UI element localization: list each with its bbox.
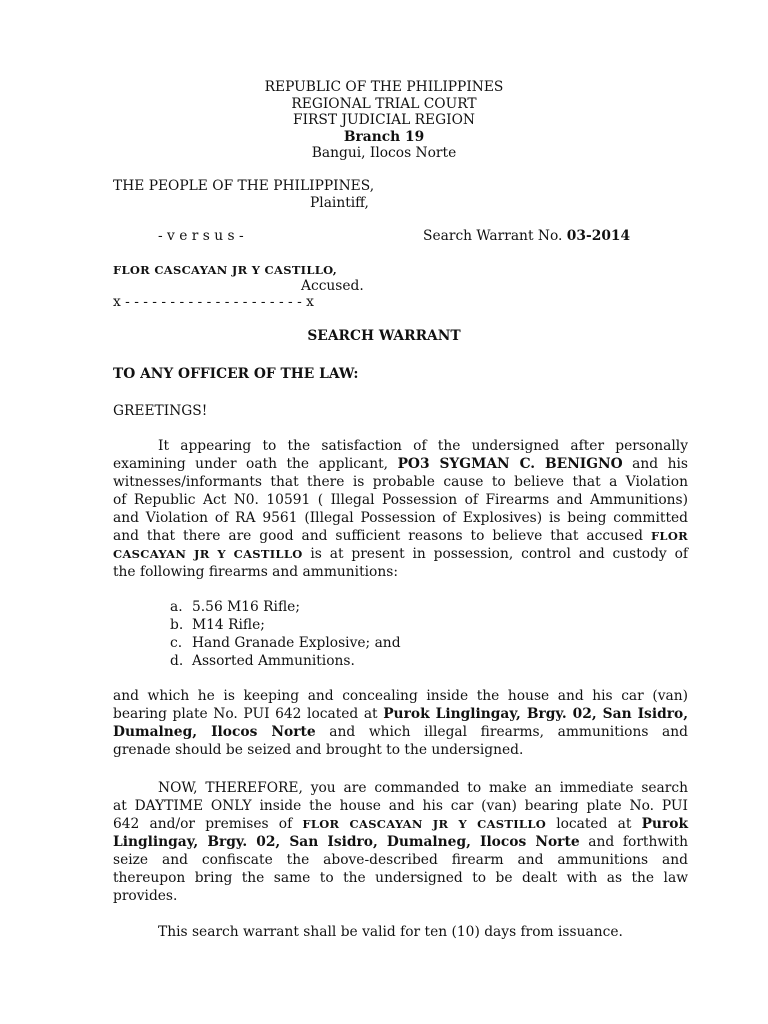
list-item: c. Hand Granade Explosive; and — [170, 635, 401, 651]
para3-line: at DAYTIME ONLY inside the house and his car (van) bearing plate No. PUI — [113, 798, 688, 814]
accused-ref: CASCAYAN JR Y CASTILLO — [113, 547, 303, 561]
paragraph-probable-cause — [113, 437, 688, 581]
list-item: a. 5.56 M16 Rifle; — [170, 599, 300, 615]
para1-line: examining under oath the applicant, PO3 SYGMAN C. BENIGNO and his — [113, 456, 688, 472]
address: Linglingay, Brgy. 02, San Isidro, Dumalneg, Ilocos Norte — [113, 834, 580, 850]
para3-line: NOW, THEREFORE, you are commanded to make an immediate search — [158, 780, 688, 796]
paragraph-location — [113, 687, 688, 759]
court-region: FIRST JUDICIAL REGION — [293, 112, 475, 128]
para3-line: provides. — [113, 888, 178, 904]
address: Purok — [641, 816, 688, 832]
court-branch: Branch 19 — [343, 129, 425, 145]
para1-line: It appearing to the satisfaction of the undersigned after personally — [158, 438, 688, 454]
para2-line: Dumalneg, Ilocos Norte and which illegal firearms, ammunitions and — [113, 724, 688, 740]
para1-line: of Republic Act N0. 10591 ( Illegal Possession of Firearms and Ammunitions) — [113, 492, 688, 508]
versus-label: - v e r s u s - — [158, 228, 244, 244]
para1-line: witnesses/informants that there is probable cause to believe that a Violation — [113, 474, 688, 490]
para1-line: and that there are good and sufficient reasons to believe that accused FLOR — [113, 528, 688, 544]
list-item: d. Assorted Ammunitions. — [170, 653, 355, 669]
paragraph-command — [113, 779, 688, 905]
para1-line: and Violation of RA 9561 (Illegal Possession of Explosives) is being committed — [113, 510, 688, 526]
address: Purok Linglingay, Brgy. 02, San Isidro, — [383, 706, 688, 722]
list-item: b. M14 Rifle; — [170, 617, 265, 633]
applicant-name: PO3 SYGMAN C. BENIGNO — [397, 456, 623, 472]
court-republic: REPUBLIC OF THE PHILIPPINES — [264, 79, 504, 95]
para2-line: grenade should be seized and brought to the undersigned. — [113, 742, 524, 758]
accused-name: FLOR CASCAYAN JR Y CASTILLO, — [113, 263, 338, 277]
para3-line: seize and confiscate the above-described firearm and ammunitions and — [113, 852, 688, 868]
para1-line: CASCAYAN JR Y CASTILLO is at present in possession, control and custody of — [113, 546, 688, 562]
accused-ref: FLOR — [650, 529, 688, 543]
warrant-number-line — [423, 227, 630, 245]
court-name: REGIONAL TRIAL COURT — [291, 96, 477, 112]
para3-line: 642 and/or premises of FLOR CASCAYAN JR Y CASTILLO located at Purok — [113, 816, 688, 832]
addressee: TO ANY OFFICER OF THE LAW: — [113, 366, 359, 382]
warrant-number: 03-2014 — [566, 228, 631, 244]
court-location: Bangui, Ilocos Norte — [311, 145, 457, 161]
para1-line: the following firearms and ammunitions: — [113, 564, 398, 580]
accused-role: Accused. — [301, 278, 364, 294]
para2-line: and which he is keeping and concealing inside the house and his car (van) — [113, 688, 688, 704]
para3-line: thereupon bring the same to the undersigned to be dealt with as the law — [113, 870, 688, 886]
plaintiff-role: Plaintiff, — [310, 195, 369, 211]
address: Dumalneg, Ilocos Norte — [113, 724, 316, 740]
accused-ref: FLOR CASCAYAN JR Y CASTILLO — [302, 817, 547, 831]
document-title: SEARCH WARRANT — [307, 328, 461, 344]
validity-statement: This search warrant shall be valid for ten (10) days from issuance. — [158, 924, 623, 940]
warrant-prefix: Search Warrant No. — [423, 228, 567, 244]
caption-divider: x - - - - - - - - - - - - - - - - - - - - x — [113, 294, 314, 310]
para2-line: bearing plate No. PUI 642 located at Purok Linglingay, Brgy. 02, San Isidro, — [113, 706, 688, 722]
para3-line: Linglingay, Brgy. 02, San Isidro, Dumalneg, Ilocos Norte and forthwith — [113, 834, 688, 850]
plaintiff-name: THE PEOPLE OF THE PHILIPPINES, — [113, 178, 375, 194]
greeting: GREETINGS! — [113, 403, 208, 419]
